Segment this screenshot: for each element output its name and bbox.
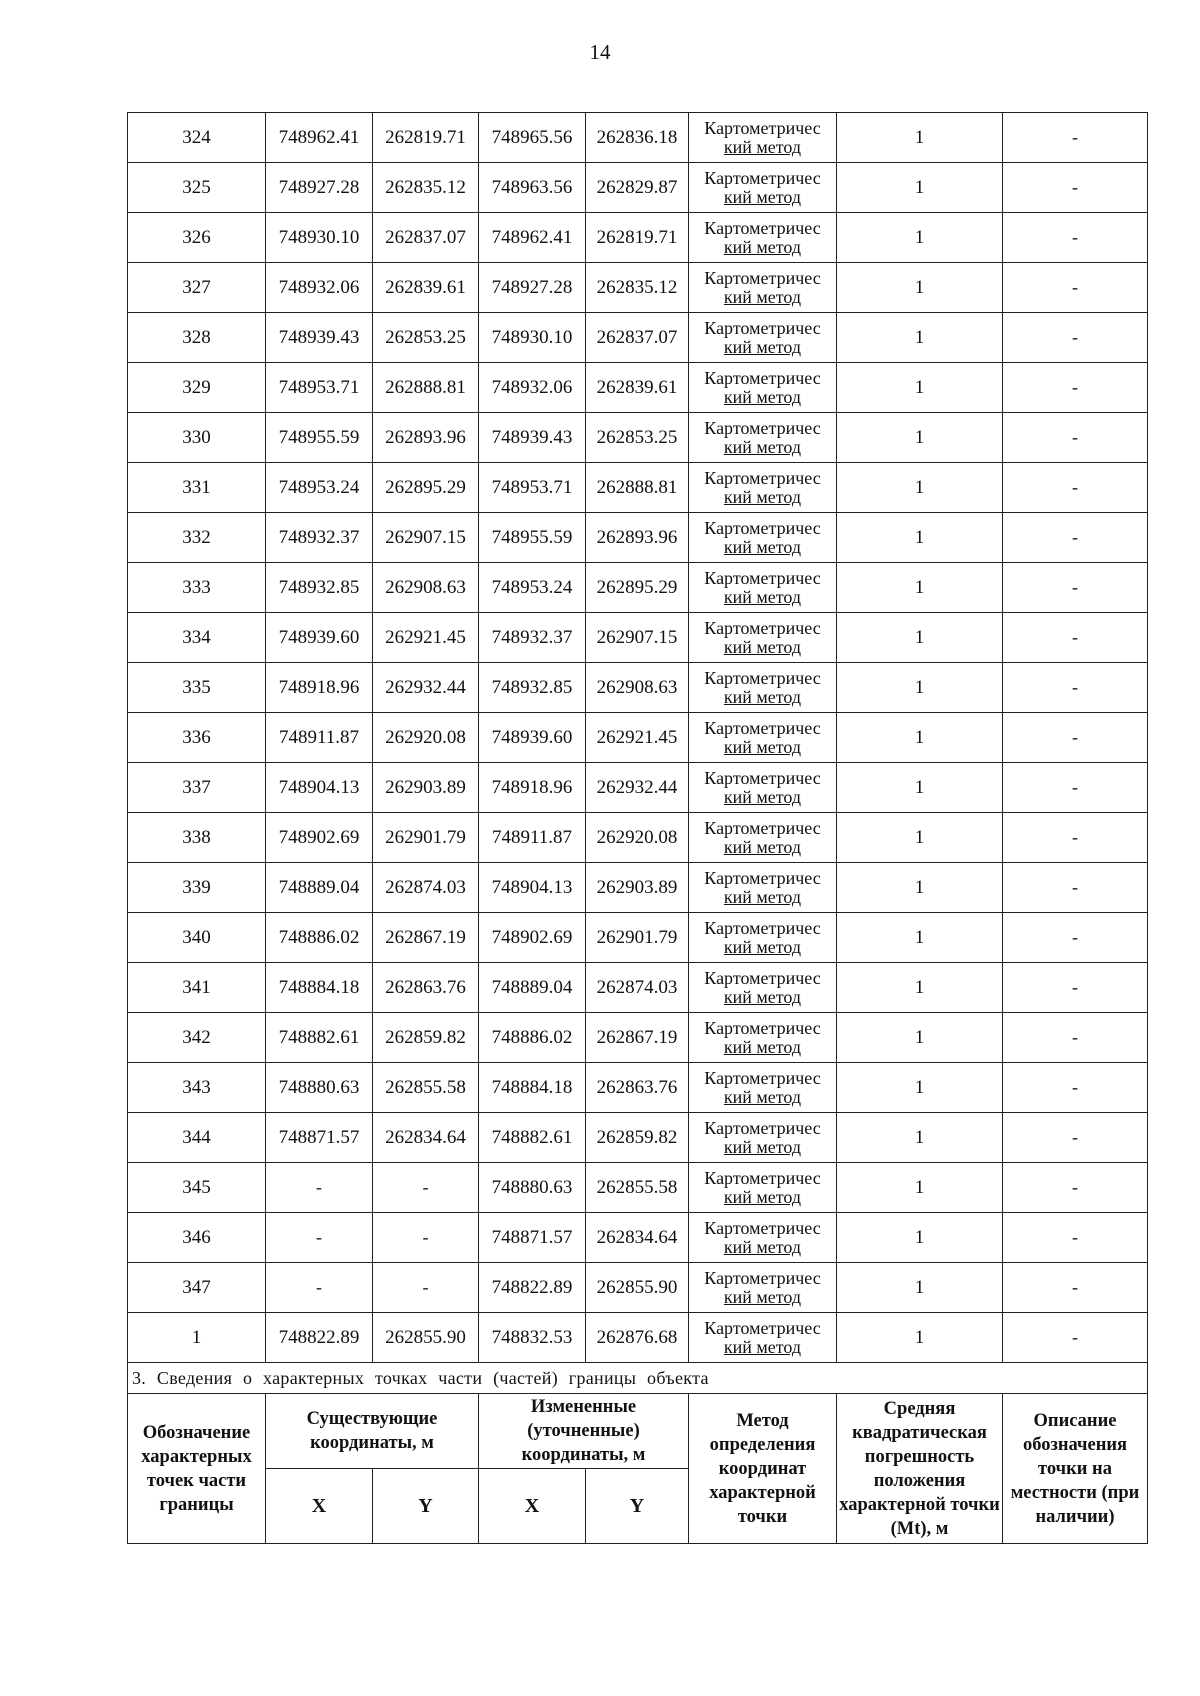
cell-changed-y: 262829.87 (586, 163, 689, 213)
method-line-1: Картометричес (704, 1317, 821, 1338)
method-line-1: Картометричес (704, 467, 821, 488)
cell-method (689, 1313, 837, 1363)
cell-method (689, 263, 837, 313)
cell-existing-y: 262853.25 (373, 313, 479, 363)
cell-changed-x: 748932.85 (479, 663, 586, 713)
method-line-1: Картометричес (704, 417, 821, 438)
method-line-2: кий метод (723, 286, 802, 307)
cell-changed-x: 748889.04 (479, 963, 586, 1013)
cell-point-description: - (1003, 563, 1148, 613)
method-line-1: Картометричес (704, 117, 821, 138)
method-line-1: Картометричес (704, 1067, 821, 1088)
cell-point-description: - (1003, 1063, 1148, 1113)
header-changed-y: Y (586, 1469, 689, 1544)
method-line-2: кий метод (723, 1036, 802, 1057)
cell-point-description: - (1003, 1313, 1148, 1363)
cell-point-id: 341 (128, 963, 266, 1013)
cell-existing-x: 748932.06 (266, 263, 373, 313)
method-line-1: Картометричес (704, 367, 821, 388)
cell-point-description: - (1003, 713, 1148, 763)
cell-changed-x: 748965.56 (479, 113, 586, 163)
method-line-2: кий метод (723, 936, 802, 957)
method-line-1: Картометричес (704, 1017, 821, 1038)
cell-existing-x: 748939.60 (266, 613, 373, 663)
cell-method (689, 763, 837, 813)
cell-changed-y: 262855.58 (586, 1163, 689, 1213)
cell-method (689, 1013, 837, 1063)
cell-existing-x: 748822.89 (266, 1313, 373, 1363)
section3-caption: 3. Сведения о характерных точках части (частей) границы объекта (128, 1363, 1148, 1394)
cell-changed-y: 262876.68 (586, 1313, 689, 1363)
cell-point-id: 327 (128, 263, 266, 313)
cell-changed-y: 262867.19 (586, 1013, 689, 1063)
header-point-designation: Обозначение характерных точек части границы (128, 1394, 266, 1544)
cell-existing-x: 748953.24 (266, 463, 373, 513)
cell-mean-square-error: 1 (837, 863, 1003, 913)
method-line-2: кий метод (723, 1236, 802, 1257)
method-line-1: Картометричес (704, 567, 821, 588)
method-line-2: кий метод (723, 1286, 802, 1307)
cell-changed-x: 748884.18 (479, 1063, 586, 1113)
cell-point-id: 340 (128, 913, 266, 963)
cell-changed-y: 262895.29 (586, 563, 689, 613)
cell-method (689, 113, 837, 163)
cell-changed-y: 262853.25 (586, 413, 689, 463)
cell-changed-y: 262855.90 (586, 1263, 689, 1313)
cell-point-id: 333 (128, 563, 266, 613)
cell-existing-x: 748880.63 (266, 1063, 373, 1113)
cell-changed-x: 748880.63 (479, 1163, 586, 1213)
cell-existing-y: - (373, 1163, 479, 1213)
cell-existing-x: 748889.04 (266, 863, 373, 913)
cell-changed-x: 748927.28 (479, 263, 586, 313)
table-row (128, 213, 1148, 263)
method-line-2: кий метод (723, 636, 802, 657)
table-row (128, 563, 1148, 613)
cell-point-id: 347 (128, 1263, 266, 1313)
table-row (128, 763, 1148, 813)
cell-point-id: 331 (128, 463, 266, 513)
cell-existing-y: 262855.90 (373, 1313, 479, 1363)
cell-point-id: 343 (128, 1063, 266, 1113)
cell-mean-square-error: 1 (837, 413, 1003, 463)
method-line-2: кий метод (723, 186, 802, 207)
cell-existing-x: - (266, 1163, 373, 1213)
table-row (128, 813, 1148, 863)
method-line-2: кий метод (723, 436, 802, 457)
cell-point-description: - (1003, 963, 1148, 1013)
cell-point-id: 335 (128, 663, 266, 713)
cell-changed-y: 262834.64 (586, 1213, 689, 1263)
table-row (128, 1263, 1148, 1313)
cell-existing-x: 748884.18 (266, 963, 373, 1013)
cell-existing-y: 262908.63 (373, 563, 479, 613)
cell-existing-x: - (266, 1263, 373, 1313)
cell-mean-square-error: 1 (837, 1013, 1003, 1063)
cell-point-description: - (1003, 1113, 1148, 1163)
cell-existing-y: 262907.15 (373, 513, 479, 563)
cell-changed-y: 262835.12 (586, 263, 689, 313)
cell-point-description: - (1003, 1213, 1148, 1263)
cell-point-id: 334 (128, 613, 266, 663)
table-row (128, 363, 1148, 413)
cell-mean-square-error: 1 (837, 713, 1003, 763)
cell-point-description: - (1003, 913, 1148, 963)
table-row (128, 1313, 1148, 1363)
cell-point-description: - (1003, 763, 1148, 813)
cell-changed-y: 262819.71 (586, 213, 689, 263)
table-row (128, 163, 1148, 213)
method-line-1: Картометричес (704, 667, 821, 688)
cell-mean-square-error: 1 (837, 163, 1003, 213)
cell-point-description: - (1003, 863, 1148, 913)
method-line-1: Картометричес (704, 517, 821, 538)
cell-changed-x: 748939.43 (479, 413, 586, 463)
method-line-1: Картометричес (704, 767, 821, 788)
method-line-2: кий метод (723, 836, 802, 857)
cell-existing-y: 262839.61 (373, 263, 479, 313)
cell-changed-x: 748886.02 (479, 1013, 586, 1063)
cell-changed-y: 262932.44 (586, 763, 689, 813)
cell-point-description: - (1003, 813, 1148, 863)
section3-header (128, 1363, 1148, 1544)
method-line-2: кий метод (723, 786, 802, 807)
cell-changed-y: 262901.79 (586, 913, 689, 963)
table-row (128, 1113, 1148, 1163)
boundary-points-table (127, 112, 1148, 1544)
cell-method (689, 1213, 837, 1263)
cell-existing-x: 748930.10 (266, 213, 373, 263)
cell-existing-y: 262859.82 (373, 1013, 479, 1063)
header-existing-coordinates: Существующие координаты, м (266, 1394, 479, 1469)
cell-changed-y: 262908.63 (586, 663, 689, 713)
cell-existing-x: 748953.71 (266, 363, 373, 413)
cell-mean-square-error: 1 (837, 1263, 1003, 1313)
cell-changed-x: 748904.13 (479, 863, 586, 913)
cell-method (689, 163, 837, 213)
cell-changed-x: 748955.59 (479, 513, 586, 563)
cell-mean-square-error: 1 (837, 563, 1003, 613)
cell-mean-square-error: 1 (837, 1163, 1003, 1213)
method-line-2: кий метод (723, 486, 802, 507)
cell-existing-x: 748932.37 (266, 513, 373, 563)
cell-changed-x: 748911.87 (479, 813, 586, 863)
cell-point-description: - (1003, 663, 1148, 713)
cell-method (689, 913, 837, 963)
method-line-2: кий метод (723, 536, 802, 557)
cell-changed-x: 748822.89 (479, 1263, 586, 1313)
cell-point-description: - (1003, 1013, 1148, 1063)
cell-point-description: - (1003, 113, 1148, 163)
cell-method (689, 1063, 837, 1113)
cell-existing-x: 748939.43 (266, 313, 373, 363)
header-method: Метод определения координат характерной точки (689, 1394, 837, 1544)
cell-existing-x: - (266, 1213, 373, 1263)
cell-changed-y: 262839.61 (586, 363, 689, 413)
cell-point-id: 339 (128, 863, 266, 913)
cell-mean-square-error: 1 (837, 263, 1003, 313)
cell-existing-x: 748882.61 (266, 1013, 373, 1063)
method-line-1: Картометричес (704, 617, 821, 638)
method-line-1: Картометричес (704, 217, 821, 238)
method-line-1: Картометричес (704, 317, 821, 338)
cell-point-description: - (1003, 463, 1148, 513)
cell-existing-y: 262921.45 (373, 613, 479, 663)
cell-method (689, 1163, 837, 1213)
table-row (128, 463, 1148, 513)
cell-point-description: - (1003, 363, 1148, 413)
method-line-2: кий метод (723, 686, 802, 707)
method-line-2: кий метод (723, 886, 802, 907)
cell-point-id: 336 (128, 713, 266, 763)
cell-changed-y: 262893.96 (586, 513, 689, 563)
cell-changed-x: 748932.06 (479, 363, 586, 413)
cell-method (689, 213, 837, 263)
cell-method (689, 1263, 837, 1313)
cell-mean-square-error: 1 (837, 813, 1003, 863)
cell-changed-x: 748953.71 (479, 463, 586, 513)
method-line-1: Картометричес (704, 1217, 821, 1238)
cell-point-id: 1 (128, 1313, 266, 1363)
cell-method (689, 813, 837, 863)
cell-changed-x: 748918.96 (479, 763, 586, 813)
cell-mean-square-error: 1 (837, 963, 1003, 1013)
cell-existing-x: 748962.41 (266, 113, 373, 163)
header-point-description: Описание обозначения точки на местности (при наличии) (1003, 1394, 1148, 1544)
cell-method (689, 463, 837, 513)
cell-existing-y: 262888.81 (373, 363, 479, 413)
cell-point-id: 325 (128, 163, 266, 213)
table-row (128, 113, 1148, 163)
cell-existing-y: 262932.44 (373, 663, 479, 713)
cell-changed-y: 262903.89 (586, 863, 689, 913)
cell-existing-y: 262893.96 (373, 413, 479, 463)
table-row (128, 663, 1148, 713)
cell-mean-square-error: 1 (837, 1313, 1003, 1363)
cell-existing-x: 748911.87 (266, 713, 373, 763)
cell-method (689, 863, 837, 913)
cell-existing-x: 748918.96 (266, 663, 373, 713)
header-existing-y: Y (373, 1469, 479, 1544)
cell-point-id: 324 (128, 113, 266, 163)
cell-method (689, 513, 837, 563)
cell-changed-y: 262888.81 (586, 463, 689, 513)
table-row (128, 313, 1148, 363)
method-line-2: кий метод (723, 336, 802, 357)
cell-existing-y: 262863.76 (373, 963, 479, 1013)
cell-point-description: - (1003, 413, 1148, 463)
cell-existing-y: 262835.12 (373, 163, 479, 213)
cell-changed-x: 748963.56 (479, 163, 586, 213)
cell-method (689, 413, 837, 463)
method-line-1: Картометричес (704, 917, 821, 938)
method-line-2: кий метод (723, 386, 802, 407)
method-line-2: кий метод (723, 1086, 802, 1107)
cell-mean-square-error: 1 (837, 513, 1003, 563)
table-row (128, 263, 1148, 313)
cell-mean-square-error: 1 (837, 1113, 1003, 1163)
cell-mean-square-error: 1 (837, 913, 1003, 963)
method-line-1: Картометричес (704, 1167, 821, 1188)
table-row (128, 1013, 1148, 1063)
cell-point-id: 344 (128, 1113, 266, 1163)
cell-changed-x: 748932.37 (479, 613, 586, 663)
cell-method (689, 663, 837, 713)
page-number: 14 (589, 40, 611, 64)
method-line-2: кий метод (723, 236, 802, 257)
cell-existing-y: 262834.64 (373, 1113, 479, 1163)
cell-mean-square-error: 1 (837, 313, 1003, 363)
cell-existing-x: 748927.28 (266, 163, 373, 213)
header-mean-square-error: Средняя квадратическая погрешность положения характерной точки (Mt), м (837, 1394, 1003, 1544)
table-row (128, 1163, 1148, 1213)
cell-changed-y: 262859.82 (586, 1113, 689, 1163)
cell-existing-y: 262901.79 (373, 813, 479, 863)
method-line-1: Картометричес (704, 167, 821, 188)
cell-point-id: 338 (128, 813, 266, 863)
method-line-1: Картометричес (704, 717, 821, 738)
cell-changed-x: 748882.61 (479, 1113, 586, 1163)
table-row (128, 713, 1148, 763)
cell-method (689, 363, 837, 413)
cell-point-description: - (1003, 213, 1148, 263)
cell-method (689, 313, 837, 363)
cell-existing-x: 748904.13 (266, 763, 373, 813)
cell-mean-square-error: 1 (837, 1063, 1003, 1113)
table-row (128, 1063, 1148, 1113)
cell-mean-square-error: 1 (837, 763, 1003, 813)
cell-existing-y: 262837.07 (373, 213, 479, 263)
cell-point-id: 329 (128, 363, 266, 413)
table-row (128, 613, 1148, 663)
cell-mean-square-error: 1 (837, 113, 1003, 163)
cell-changed-y: 262920.08 (586, 813, 689, 863)
cell-mean-square-error: 1 (837, 613, 1003, 663)
method-line-1: Картометричес (704, 817, 821, 838)
cell-existing-x: 748955.59 (266, 413, 373, 463)
header-existing-x: X (266, 1469, 373, 1544)
cell-method (689, 563, 837, 613)
cell-changed-x: 748902.69 (479, 913, 586, 963)
cell-existing-y: 262819.71 (373, 113, 479, 163)
cell-changed-x: 748939.60 (479, 713, 586, 763)
cell-point-id: 326 (128, 213, 266, 263)
cell-point-id: 332 (128, 513, 266, 563)
method-line-2: кий метод (723, 736, 802, 757)
table-row (128, 863, 1148, 913)
header-changed-coordinates: Измененные (уточненные) координаты, м (479, 1394, 689, 1469)
cell-changed-y: 262921.45 (586, 713, 689, 763)
cell-existing-x: 748886.02 (266, 913, 373, 963)
cell-changed-x: 748953.24 (479, 563, 586, 613)
method-line-1: Картометричес (704, 867, 821, 888)
cell-changed-y: 262907.15 (586, 613, 689, 663)
cell-point-description: - (1003, 1163, 1148, 1213)
cell-point-description: - (1003, 163, 1148, 213)
cell-existing-x: 748871.57 (266, 1113, 373, 1163)
method-line-1: Картометричес (704, 1267, 821, 1288)
cell-changed-x: 748832.53 (479, 1313, 586, 1363)
cell-point-description: - (1003, 613, 1148, 663)
header-changed-x: X (479, 1469, 586, 1544)
cell-existing-y: 262903.89 (373, 763, 479, 813)
cell-changed-x: 748871.57 (479, 1213, 586, 1263)
cell-mean-square-error: 1 (837, 663, 1003, 713)
cell-point-description: - (1003, 513, 1148, 563)
cell-changed-x: 748930.10 (479, 313, 586, 363)
method-line-2: кий метод (723, 136, 802, 157)
cell-existing-y: 262867.19 (373, 913, 479, 963)
cell-existing-y: 262874.03 (373, 863, 479, 913)
method-line-2: кий метод (723, 986, 802, 1007)
table-row (128, 513, 1148, 563)
method-line-1: Картометричес (704, 1117, 821, 1138)
cell-changed-y: 262836.18 (586, 113, 689, 163)
cell-method (689, 613, 837, 663)
cell-point-id: 346 (128, 1213, 266, 1263)
cell-existing-y: - (373, 1263, 479, 1313)
cell-mean-square-error: 1 (837, 213, 1003, 263)
cell-existing-y: - (373, 1213, 479, 1263)
cell-mean-square-error: 1 (837, 463, 1003, 513)
method-line-2: кий метод (723, 1136, 802, 1157)
cell-point-description: - (1003, 313, 1148, 363)
table-row (128, 413, 1148, 463)
cell-existing-y: 262920.08 (373, 713, 479, 763)
cell-existing-x: 748932.85 (266, 563, 373, 613)
cell-existing-x: 748902.69 (266, 813, 373, 863)
cell-point-id: 342 (128, 1013, 266, 1063)
method-line-2: кий метод (723, 586, 802, 607)
cell-point-description: - (1003, 1263, 1148, 1313)
points-table-body (128, 113, 1148, 1363)
cell-mean-square-error: 1 (837, 1213, 1003, 1263)
cell-point-id: 328 (128, 313, 266, 363)
method-line-2: кий метод (723, 1186, 802, 1207)
cell-method (689, 1113, 837, 1163)
cell-changed-y: 262863.76 (586, 1063, 689, 1113)
method-line-1: Картометричес (704, 267, 821, 288)
cell-point-id: 337 (128, 763, 266, 813)
cell-point-description: - (1003, 263, 1148, 313)
table-row (128, 913, 1148, 963)
cell-existing-y: 262895.29 (373, 463, 479, 513)
cell-changed-y: 262837.07 (586, 313, 689, 363)
cell-point-id: 345 (128, 1163, 266, 1213)
cell-changed-x: 748962.41 (479, 213, 586, 263)
method-line-1: Картометричес (704, 967, 821, 988)
method-line-2: кий метод (723, 1336, 802, 1357)
cell-changed-y: 262874.03 (586, 963, 689, 1013)
cell-method (689, 713, 837, 763)
cell-method (689, 963, 837, 1013)
cell-point-id: 330 (128, 413, 266, 463)
table-row (128, 963, 1148, 1013)
cell-mean-square-error: 1 (837, 363, 1003, 413)
cell-existing-y: 262855.58 (373, 1063, 479, 1113)
table-row (128, 1213, 1148, 1263)
